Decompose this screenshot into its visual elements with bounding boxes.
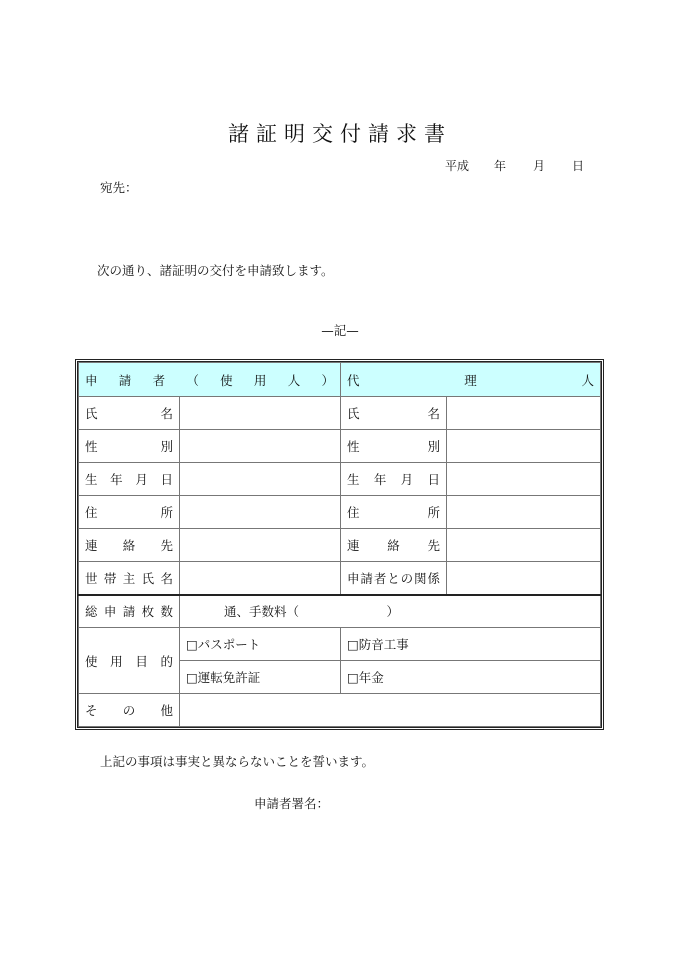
- applicant-name-field[interactable]: [180, 397, 341, 430]
- applicant-header-char: 申: [85, 372, 98, 388]
- purpose-row-1: [79, 628, 601, 661]
- page-title: 諸証明交付請求書: [228, 122, 452, 146]
- agent-sex-label: [341, 430, 447, 463]
- label-char: 氏: [141, 570, 155, 586]
- agent-birthdate-field[interactable]: [447, 463, 601, 496]
- label-char: 係: [427, 570, 440, 586]
- relationship-field[interactable]: [447, 562, 601, 595]
- agent-contact-label: [341, 529, 447, 562]
- other-field[interactable]: [180, 694, 601, 727]
- request-form: [75, 359, 604, 730]
- applicant-address-field[interactable]: [180, 496, 341, 529]
- label-char: 目: [135, 653, 148, 669]
- agent-header: [341, 363, 601, 397]
- applicant-sex-label: [79, 430, 180, 463]
- total-count-field[interactable]: [180, 595, 601, 628]
- row-4: [79, 496, 601, 529]
- row-2: [79, 430, 601, 463]
- applicant-contact-label: [79, 529, 180, 562]
- applicant-contact-field[interactable]: [180, 529, 341, 562]
- label-char: 氏: [85, 406, 98, 421]
- label-char: 先: [427, 538, 440, 553]
- applicant-header: [79, 363, 341, 397]
- total-count-label: [79, 595, 180, 628]
- other-row: [79, 694, 601, 727]
- label-char: 連: [85, 538, 98, 553]
- label-char: 性: [85, 439, 98, 454]
- applicant-header-char: （: [186, 372, 199, 388]
- label-char: 枚: [141, 604, 155, 620]
- agent-sex-field[interactable]: [447, 430, 601, 463]
- purpose-option-passport[interactable]: □パスポート: [180, 628, 341, 661]
- ki-heading: —記—: [321, 323, 359, 338]
- closing-text: 上記の事項は事実と異ならないことを誓います。: [100, 754, 375, 769]
- applicant-name-label: [79, 397, 180, 430]
- label-char: 所: [160, 505, 173, 520]
- label-char: の: [122, 703, 136, 718]
- label-char: 別: [427, 439, 440, 454]
- label-char: の: [400, 570, 414, 586]
- applicant-header-char: ）: [321, 372, 334, 388]
- label-char: 絡: [387, 538, 400, 553]
- row-3: [79, 463, 601, 496]
- signature-label: 申請者署名：: [254, 796, 330, 811]
- label-char: 請: [122, 604, 136, 620]
- label-char: 日: [160, 472, 173, 487]
- label-char: 住: [85, 505, 98, 520]
- label-char: 性: [347, 439, 360, 454]
- label-char: 絡: [122, 538, 136, 553]
- label-char: 所: [427, 505, 440, 520]
- row-1: [79, 397, 601, 430]
- date-month: 月: [532, 159, 545, 173]
- label-char: 請: [360, 570, 373, 586]
- label-char: 月: [135, 472, 148, 487]
- total-row: [79, 595, 601, 628]
- agent-address-label: [341, 496, 447, 529]
- label-char: 帯: [103, 570, 117, 586]
- date-day: 日: [571, 159, 584, 173]
- applicant-birthdate-label: [79, 463, 180, 496]
- label-char: 年: [110, 472, 123, 487]
- label-char: 使: [85, 653, 98, 669]
- label-char: 氏: [347, 406, 360, 421]
- label-char: 数: [160, 604, 173, 620]
- label-char: 日: [427, 472, 440, 487]
- label-char: 関: [414, 570, 427, 586]
- applicant-header-char: 使: [220, 372, 233, 388]
- applicant-header-char: 用: [253, 372, 267, 388]
- purpose-label: [79, 628, 180, 694]
- label-char: 年: [373, 472, 387, 487]
- householder-name-label: [79, 562, 180, 595]
- label-char: 用: [110, 653, 123, 669]
- agent-name-label: [341, 397, 447, 430]
- label-char: 総: [85, 604, 98, 620]
- label-char: 世: [85, 570, 98, 586]
- agent-header-char: 理: [464, 372, 477, 388]
- label-char: 申: [347, 570, 360, 586]
- row-5: [79, 529, 601, 562]
- label-char: 先: [160, 538, 173, 553]
- label-char: 的: [160, 653, 173, 669]
- date-year: 年: [493, 159, 506, 173]
- purpose-option-soundproof[interactable]: □防音工事: [341, 628, 601, 661]
- label-char: 住: [347, 505, 360, 520]
- label-char: 者: [373, 570, 387, 586]
- applicant-header-char: 者: [152, 372, 166, 388]
- label-char: 名: [160, 570, 173, 586]
- total-count-text: 通、手数料（ ）: [224, 604, 400, 620]
- label-char: 主: [122, 570, 136, 586]
- label-char: 連: [347, 538, 360, 553]
- label-char: 他: [160, 703, 173, 718]
- label-char: 月: [400, 472, 414, 487]
- label-char: 名: [427, 406, 440, 421]
- applicant-birthdate-field[interactable]: [180, 463, 341, 496]
- agent-address-field[interactable]: [447, 496, 601, 529]
- agent-name-field[interactable]: [447, 397, 601, 430]
- row-6: [79, 562, 601, 595]
- label-char: 申: [103, 604, 117, 620]
- agent-header-char: 人: [581, 372, 594, 388]
- agent-header-char: 代: [347, 372, 360, 388]
- label-char: 生: [347, 472, 360, 487]
- applicant-header-char: 請: [118, 372, 132, 388]
- relationship-label: [341, 562, 447, 595]
- date-era: 平成: [444, 159, 469, 173]
- label-char: と: [387, 570, 400, 586]
- label-char: 別: [160, 439, 173, 454]
- date-line: [445, 157, 584, 174]
- other-label: [79, 694, 180, 727]
- applicant-header-char: 人: [287, 372, 301, 388]
- applicant-sex-field[interactable]: [180, 430, 341, 463]
- householder-name-field[interactable]: [180, 562, 341, 595]
- purpose-option-license[interactable]: □運転免許証: [180, 661, 341, 694]
- applicant-address-label: [79, 496, 180, 529]
- label-char: そ: [85, 703, 98, 718]
- purpose-option-pension[interactable]: □年金: [341, 661, 601, 694]
- addressee-label: 宛先：: [100, 180, 138, 195]
- agent-contact-field[interactable]: [447, 529, 601, 562]
- label-char: 生: [85, 472, 98, 487]
- intro-text: 次の通り、諸証明の交付を申請致します。: [97, 263, 334, 278]
- agent-birthdate-label: [341, 463, 447, 496]
- label-char: 名: [160, 406, 173, 421]
